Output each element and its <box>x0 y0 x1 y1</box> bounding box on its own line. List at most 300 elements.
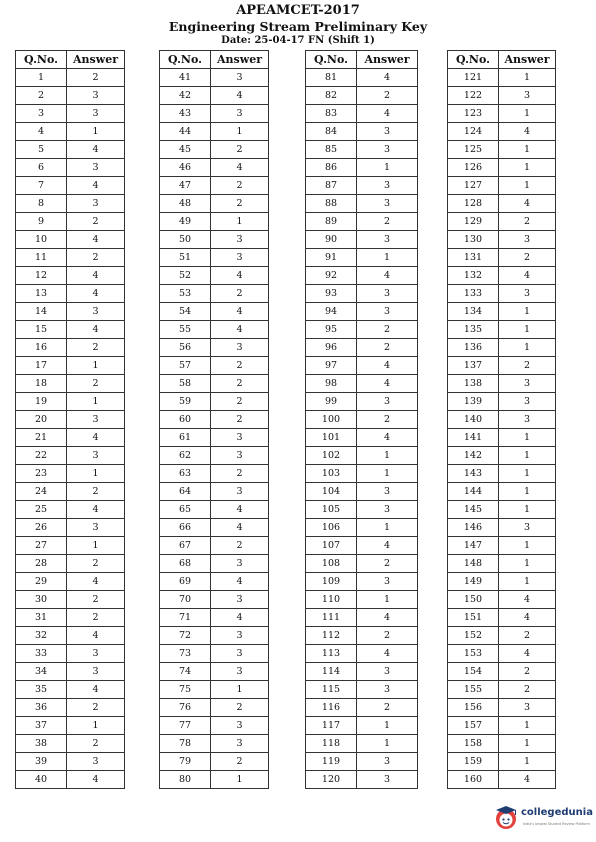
table-row <box>448 321 556 339</box>
question-number: 84 <box>306 123 357 141</box>
answer-value: 3 <box>357 483 418 501</box>
question-number: 102 <box>306 447 357 465</box>
answer-value: 1 <box>357 717 418 735</box>
question-number: 74 <box>160 663 211 681</box>
answer-value: 1 <box>499 303 556 321</box>
page-subtitle: Engineering Stream Preliminary Key <box>168 19 428 34</box>
answer-value: 2 <box>211 753 269 771</box>
answer-header: Answer <box>499 51 556 69</box>
answer-value: 2 <box>211 537 269 555</box>
question-number: 129 <box>448 213 499 231</box>
question-number: 124 <box>448 123 499 141</box>
question-number: 66 <box>160 519 211 537</box>
answer-value: 4 <box>211 159 269 177</box>
table-row <box>160 69 269 87</box>
table-row <box>16 447 125 465</box>
table-row <box>160 375 269 393</box>
question-number: 48 <box>160 195 211 213</box>
question-number: 118 <box>306 735 357 753</box>
table-row <box>448 663 556 681</box>
question-number: 97 <box>306 357 357 375</box>
answer-value: 1 <box>499 69 556 87</box>
answer-value: 4 <box>67 771 125 789</box>
question-number: 116 <box>306 699 357 717</box>
answer-value: 1 <box>357 465 418 483</box>
question-number: 34 <box>16 663 67 681</box>
table-row <box>448 645 556 663</box>
question-number: 90 <box>306 231 357 249</box>
table-row <box>306 231 418 249</box>
table-row <box>448 753 556 771</box>
question-number: 144 <box>448 483 499 501</box>
answer-value: 3 <box>67 159 125 177</box>
question-number: 17 <box>16 357 67 375</box>
answer-value: 3 <box>67 303 125 321</box>
table-row <box>448 231 556 249</box>
answer-value: 1 <box>499 429 556 447</box>
table-row <box>448 123 556 141</box>
table-row <box>448 285 556 303</box>
question-number: 35 <box>16 681 67 699</box>
question-number: 32 <box>16 627 67 645</box>
question-number: 20 <box>16 411 67 429</box>
table-row <box>16 627 125 645</box>
table-row <box>160 249 269 267</box>
answer-value: 3 <box>67 411 125 429</box>
question-number: 73 <box>160 645 211 663</box>
table-row <box>16 141 125 159</box>
question-number: 47 <box>160 177 211 195</box>
question-number: 83 <box>306 105 357 123</box>
table-row <box>160 447 269 465</box>
answer-value: 1 <box>211 771 269 789</box>
table-row <box>16 555 125 573</box>
answer-value: 2 <box>211 141 269 159</box>
question-number: 21 <box>16 429 67 447</box>
answer-header: Answer <box>357 51 418 69</box>
answer-value: 1 <box>499 447 556 465</box>
question-number: 8 <box>16 195 67 213</box>
qno-header: Q.No. <box>16 51 67 69</box>
question-number: 108 <box>306 555 357 573</box>
question-number: 54 <box>160 303 211 321</box>
table-row <box>16 231 125 249</box>
table-row <box>16 465 125 483</box>
answer-value: 3 <box>67 663 125 681</box>
answer-value: 2 <box>357 411 418 429</box>
answer-value: 2 <box>357 555 418 573</box>
table-row <box>16 393 125 411</box>
question-number: 70 <box>160 591 211 609</box>
question-number: 159 <box>448 753 499 771</box>
table-row <box>16 735 125 753</box>
table-row <box>16 519 125 537</box>
answer-value: 3 <box>499 231 556 249</box>
question-number: 88 <box>306 195 357 213</box>
table-row <box>306 591 418 609</box>
table-row <box>448 735 556 753</box>
question-number: 139 <box>448 393 499 411</box>
question-number: 153 <box>448 645 499 663</box>
answer-value: 4 <box>67 285 125 303</box>
question-number: 85 <box>306 141 357 159</box>
answer-value: 2 <box>357 321 418 339</box>
question-number: 119 <box>306 753 357 771</box>
table-row <box>16 123 125 141</box>
table-row <box>448 519 556 537</box>
table-row <box>160 465 269 483</box>
table-row <box>306 87 418 105</box>
question-number: 40 <box>16 771 67 789</box>
answer-value: 2 <box>67 735 125 753</box>
table-row <box>306 195 418 213</box>
answer-value: 4 <box>67 177 125 195</box>
question-number: 39 <box>16 753 67 771</box>
table-row <box>160 231 269 249</box>
table-row <box>16 573 125 591</box>
question-number: 67 <box>160 537 211 555</box>
answer-value: 1 <box>357 447 418 465</box>
question-number: 44 <box>160 123 211 141</box>
question-number: 27 <box>16 537 67 555</box>
question-number: 104 <box>306 483 357 501</box>
answer-value: 4 <box>67 627 125 645</box>
question-number: 95 <box>306 321 357 339</box>
table-row <box>16 357 125 375</box>
answer-value: 4 <box>67 429 125 447</box>
question-number: 64 <box>160 483 211 501</box>
question-number: 127 <box>448 177 499 195</box>
question-number: 80 <box>160 771 211 789</box>
table-row <box>160 105 269 123</box>
table-row <box>306 321 418 339</box>
table-row <box>160 555 269 573</box>
answer-value: 2 <box>499 213 556 231</box>
table-row <box>306 627 418 645</box>
table-row <box>448 267 556 285</box>
table-row <box>16 213 125 231</box>
answer-key-table-2 <box>159 50 269 789</box>
answer-value: 2 <box>211 465 269 483</box>
question-number: 125 <box>448 141 499 159</box>
table-row <box>306 141 418 159</box>
answer-value: 3 <box>211 339 269 357</box>
question-number: 128 <box>448 195 499 213</box>
table-row <box>448 105 556 123</box>
question-number: 62 <box>160 447 211 465</box>
table-row <box>160 213 269 231</box>
table-row <box>448 69 556 87</box>
answer-value: 4 <box>67 141 125 159</box>
table-row <box>16 195 125 213</box>
question-number: 154 <box>448 663 499 681</box>
answer-value: 4 <box>499 267 556 285</box>
table-row <box>448 87 556 105</box>
table-row <box>306 519 418 537</box>
answer-value: 4 <box>499 609 556 627</box>
question-number: 43 <box>160 105 211 123</box>
table-row <box>16 753 125 771</box>
answer-value: 3 <box>499 393 556 411</box>
question-number: 63 <box>160 465 211 483</box>
question-number: 55 <box>160 321 211 339</box>
answer-value: 3 <box>67 753 125 771</box>
answer-value: 3 <box>357 753 418 771</box>
question-number: 51 <box>160 249 211 267</box>
table-row <box>448 501 556 519</box>
table-row <box>160 141 269 159</box>
question-number: 36 <box>16 699 67 717</box>
answer-value: 2 <box>357 699 418 717</box>
table-row <box>160 591 269 609</box>
question-number: 10 <box>16 231 67 249</box>
answer-value: 3 <box>357 573 418 591</box>
question-number: 133 <box>448 285 499 303</box>
answer-value: 3 <box>211 249 269 267</box>
table-row <box>160 573 269 591</box>
graduate-cap-face-icon <box>493 803 519 831</box>
question-number: 109 <box>306 573 357 591</box>
answer-value: 3 <box>211 483 269 501</box>
answer-value: 3 <box>211 645 269 663</box>
table-row <box>16 411 125 429</box>
question-number: 96 <box>306 339 357 357</box>
question-number: 45 <box>160 141 211 159</box>
table-row <box>448 339 556 357</box>
answer-value: 2 <box>499 357 556 375</box>
page-title: APEAMCET-2017 <box>236 3 360 18</box>
question-number: 106 <box>306 519 357 537</box>
question-number: 16 <box>16 339 67 357</box>
table-row <box>448 303 556 321</box>
question-number: 111 <box>306 609 357 627</box>
answer-value: 3 <box>357 771 418 789</box>
question-number: 146 <box>448 519 499 537</box>
answer-value: 4 <box>67 267 125 285</box>
answer-value: 4 <box>357 357 418 375</box>
answer-value: 1 <box>499 141 556 159</box>
table-row <box>306 537 418 555</box>
answer-value: 1 <box>499 465 556 483</box>
table-row <box>160 771 269 789</box>
question-number: 41 <box>160 69 211 87</box>
table-row <box>16 537 125 555</box>
table-row <box>160 645 269 663</box>
answer-value: 2 <box>499 249 556 267</box>
answer-value: 2 <box>67 609 125 627</box>
question-number: 1 <box>16 69 67 87</box>
table-row <box>306 267 418 285</box>
answer-value: 1 <box>499 573 556 591</box>
question-number: 78 <box>160 735 211 753</box>
answer-value: 4 <box>67 573 125 591</box>
table-row <box>160 609 269 627</box>
answer-value: 2 <box>499 681 556 699</box>
table-row <box>306 357 418 375</box>
question-number: 92 <box>306 267 357 285</box>
answer-value: 3 <box>67 87 125 105</box>
question-number: 148 <box>448 555 499 573</box>
table-row <box>306 339 418 357</box>
table-row <box>306 411 418 429</box>
question-number: 100 <box>306 411 357 429</box>
question-number: 115 <box>306 681 357 699</box>
table-row <box>306 609 418 627</box>
answer-value: 3 <box>211 231 269 249</box>
question-number: 12 <box>16 267 67 285</box>
table-row <box>306 285 418 303</box>
answer-value: 2 <box>211 177 269 195</box>
table-row <box>448 483 556 501</box>
table-row <box>448 159 556 177</box>
answer-value: 3 <box>211 447 269 465</box>
question-number: 68 <box>160 555 211 573</box>
table-row <box>306 483 418 501</box>
question-number: 98 <box>306 375 357 393</box>
answer-value: 2 <box>211 285 269 303</box>
question-number: 33 <box>16 645 67 663</box>
question-number: 81 <box>306 69 357 87</box>
answer-value: 3 <box>499 87 556 105</box>
question-number: 120 <box>306 771 357 789</box>
question-number: 138 <box>448 375 499 393</box>
table-row <box>160 339 269 357</box>
answer-value: 1 <box>499 753 556 771</box>
answer-value: 1 <box>211 681 269 699</box>
logo-tagline: India's largest Student Review Platform <box>523 822 590 826</box>
table-row <box>306 123 418 141</box>
answer-value: 2 <box>499 663 556 681</box>
answer-key-table-4 <box>447 50 556 789</box>
question-number: 29 <box>16 573 67 591</box>
table-row <box>16 285 125 303</box>
question-number: 121 <box>448 69 499 87</box>
table-row <box>448 573 556 591</box>
question-number: 46 <box>160 159 211 177</box>
answer-value: 1 <box>499 501 556 519</box>
answer-value: 4 <box>357 375 418 393</box>
question-number: 110 <box>306 591 357 609</box>
answer-value: 3 <box>357 285 418 303</box>
answer-value: 4 <box>211 267 269 285</box>
answer-value: 3 <box>357 123 418 141</box>
question-number: 101 <box>306 429 357 447</box>
answer-value: 2 <box>67 69 125 87</box>
qno-header: Q.No. <box>160 51 211 69</box>
question-number: 23 <box>16 465 67 483</box>
answer-value: 3 <box>67 105 125 123</box>
table-row <box>16 267 125 285</box>
question-number: 59 <box>160 393 211 411</box>
answer-value: 1 <box>67 123 125 141</box>
table-row <box>448 465 556 483</box>
question-number: 103 <box>306 465 357 483</box>
answer-value: 2 <box>67 249 125 267</box>
table-row <box>16 159 125 177</box>
question-number: 25 <box>16 501 67 519</box>
question-number: 77 <box>160 717 211 735</box>
question-number: 79 <box>160 753 211 771</box>
question-number: 22 <box>16 447 67 465</box>
question-number: 152 <box>448 627 499 645</box>
question-number: 50 <box>160 231 211 249</box>
table-row <box>16 483 125 501</box>
question-number: 114 <box>306 663 357 681</box>
table-row <box>448 591 556 609</box>
question-number: 57 <box>160 357 211 375</box>
table-row <box>16 609 125 627</box>
question-number: 158 <box>448 735 499 753</box>
question-number: 160 <box>448 771 499 789</box>
question-number: 91 <box>306 249 357 267</box>
table-row <box>16 303 125 321</box>
table-row <box>448 537 556 555</box>
table-row <box>160 195 269 213</box>
table-row <box>160 519 269 537</box>
answer-value: 3 <box>211 69 269 87</box>
answer-value: 1 <box>357 519 418 537</box>
question-number: 7 <box>16 177 67 195</box>
question-number: 30 <box>16 591 67 609</box>
table-row <box>16 69 125 87</box>
question-number: 76 <box>160 699 211 717</box>
question-number: 49 <box>160 213 211 231</box>
table-row <box>160 159 269 177</box>
table-row <box>448 627 556 645</box>
table-row <box>16 771 125 789</box>
table-row <box>306 465 418 483</box>
table-row <box>306 573 418 591</box>
question-number: 65 <box>160 501 211 519</box>
answer-value: 2 <box>67 555 125 573</box>
answer-value: 2 <box>211 411 269 429</box>
question-number: 14 <box>16 303 67 321</box>
table-row <box>16 591 125 609</box>
answer-value: 4 <box>499 645 556 663</box>
table-row <box>448 393 556 411</box>
question-number: 82 <box>306 87 357 105</box>
question-number: 156 <box>448 699 499 717</box>
answer-value: 4 <box>357 105 418 123</box>
table-row <box>160 357 269 375</box>
question-number: 58 <box>160 375 211 393</box>
answer-header: Answer <box>67 51 125 69</box>
question-number: 11 <box>16 249 67 267</box>
answer-value: 2 <box>357 213 418 231</box>
question-number: 6 <box>16 159 67 177</box>
table-row <box>16 249 125 267</box>
answer-value: 3 <box>499 519 556 537</box>
table-row <box>306 771 418 789</box>
question-number: 155 <box>448 681 499 699</box>
answer-value: 1 <box>499 159 556 177</box>
answer-value: 3 <box>211 663 269 681</box>
table-row <box>306 645 418 663</box>
answer-value: 4 <box>357 69 418 87</box>
table-row <box>306 447 418 465</box>
question-number: 31 <box>16 609 67 627</box>
answer-value: 1 <box>499 177 556 195</box>
question-number: 107 <box>306 537 357 555</box>
answer-value: 1 <box>357 159 418 177</box>
table-row <box>160 123 269 141</box>
table-row <box>306 663 418 681</box>
answer-value: 4 <box>499 591 556 609</box>
table-row <box>160 627 269 645</box>
question-number: 2 <box>16 87 67 105</box>
table-row <box>306 249 418 267</box>
question-number: 28 <box>16 555 67 573</box>
